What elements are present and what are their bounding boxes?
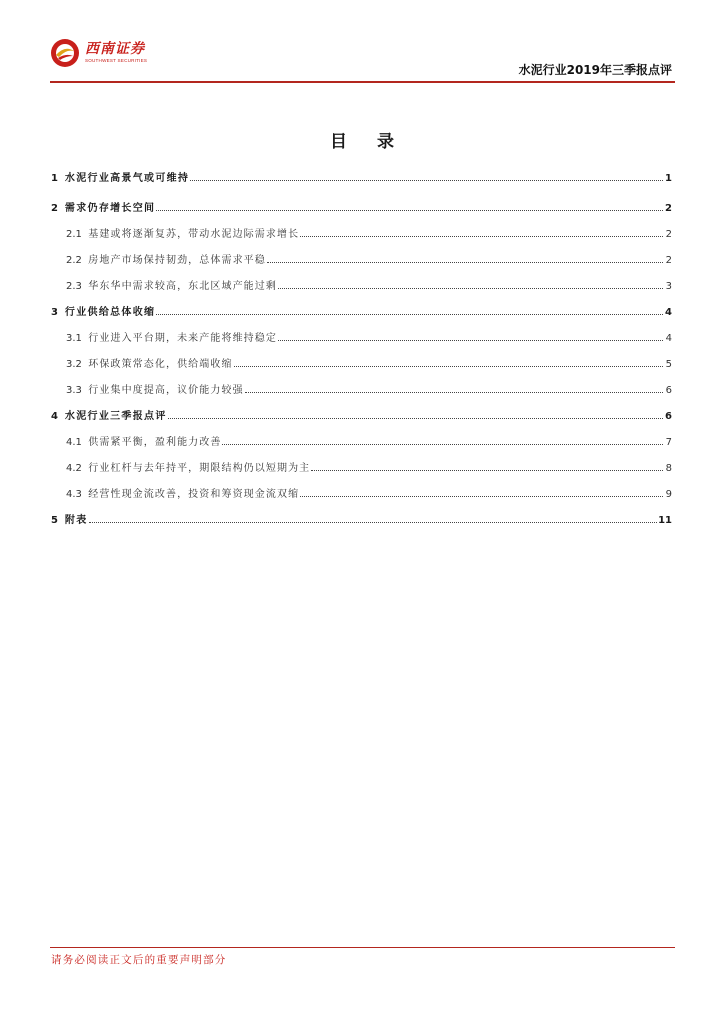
logo-chinese-name: 西南证券 [85, 41, 145, 58]
toc-dot-leader [168, 417, 663, 419]
toc-entry-label: 房地产市场保持韧劲，总体需求平稳 [88, 255, 266, 266]
toc-entry[interactable] [51, 484, 672, 500]
footer-disclaimer: 请务必阅读正文后的重要声明部分 [51, 954, 227, 966]
toc-entry-label: 附表 [64, 515, 88, 526]
toc-entry-page: 4 [665, 333, 672, 344]
toc-entry[interactable] [51, 168, 672, 184]
toc-entry-label: 行业进入平台期，未来产能将维持稳定 [88, 333, 277, 344]
toc-dot-leader [245, 391, 663, 393]
logo-english-name: SOUTHWEST SECURITIES [85, 58, 148, 64]
toc-entry-page: 9 [665, 489, 672, 500]
toc-dot-leader [89, 521, 658, 523]
toc-dot-leader [190, 179, 663, 181]
toc-entry[interactable] [51, 198, 672, 214]
toc-entry-page: 2 [665, 255, 672, 266]
toc-entry[interactable] [51, 354, 672, 370]
toc-entry-label: 行业供给总体收缩 [64, 307, 156, 318]
header-divider [50, 81, 675, 83]
toc-dot-leader [311, 469, 663, 471]
toc-entry-page: 6 [665, 411, 672, 422]
toc-heading: 目 录 [330, 132, 406, 152]
toc-entry-label: 供需紧平衡，盈利能力改善 [88, 437, 222, 448]
toc-entry[interactable] [51, 328, 672, 344]
toc-entry-number: 2.2 [66, 255, 89, 266]
toc-entry-label: 经营性现金流改善，投资和筹资现金流双缩 [88, 489, 300, 500]
toc-dot-leader [222, 443, 663, 445]
toc-entry-number: 2 [51, 203, 65, 214]
toc-entry-number: 2.3 [66, 281, 89, 292]
toc-entry[interactable] [51, 224, 672, 240]
toc-dot-leader [156, 313, 663, 315]
toc-dot-leader [300, 235, 663, 237]
toc-entry-number: 3 [51, 307, 65, 318]
toc-dot-leader [278, 287, 663, 289]
toc-entry[interactable] [51, 250, 672, 266]
toc-entry[interactable] [51, 406, 672, 422]
toc-entry-number: 4.1 [66, 437, 89, 448]
page-header [50, 38, 675, 80]
toc-entry-number: 5 [51, 515, 65, 526]
toc-entry-page: 8 [665, 463, 672, 474]
toc-entry[interactable] [51, 302, 672, 318]
toc-entry[interactable] [51, 510, 672, 526]
toc-dot-leader [267, 261, 663, 263]
toc-entry-label: 水泥行业高景气或可维持 [64, 173, 190, 184]
toc-entry-page: 11 [658, 515, 672, 526]
toc-entry-label: 华东华中需求较高，东北区域产能过剩 [88, 281, 277, 292]
toc-entry-number: 4.2 [66, 463, 89, 474]
toc-entry-page: 5 [665, 359, 672, 370]
toc-entry-label: 环保政策常态化，供给端收缩 [88, 359, 233, 370]
toc-dot-leader [234, 365, 663, 367]
toc-entry-page: 4 [665, 307, 672, 318]
toc-entry-page: 1 [665, 173, 672, 184]
toc-entry-number: 1 [51, 173, 65, 184]
toc-entry-page: 7 [665, 437, 672, 448]
toc-dot-leader [278, 339, 663, 341]
toc-entry[interactable] [51, 380, 672, 396]
toc-entry[interactable] [51, 276, 672, 292]
report-title: 水泥行业2019年三季报点评 [518, 63, 672, 77]
company-logo [50, 38, 147, 68]
toc-entry-label: 行业杠杆与去年持平，期限结构仍以短期为主 [88, 463, 311, 474]
toc-entry-page: 2 [665, 203, 672, 214]
toc-entry-page: 2 [665, 229, 672, 240]
toc-entry-label: 需求仍存增长空间 [64, 203, 156, 214]
toc-entry-number: 4.3 [66, 489, 89, 500]
toc-entry[interactable] [51, 458, 672, 474]
toc-entry-label: 基建或将逐渐复苏，带动水泥边际需求增长 [88, 229, 300, 240]
toc-entry-number: 3.3 [66, 385, 89, 396]
toc-entry-page: 6 [665, 385, 672, 396]
logo-mark-icon [50, 38, 80, 68]
toc-dot-leader [300, 495, 663, 497]
toc-entry-page: 3 [665, 281, 672, 292]
toc-entry-label: 行业集中度提高，议价能力较强 [88, 385, 244, 396]
toc-dot-leader [156, 209, 663, 211]
toc-entry[interactable] [51, 432, 672, 448]
footer-divider [50, 947, 675, 948]
toc-entry-label: 水泥行业三季报点评 [64, 411, 167, 422]
toc-entry-number: 3.1 [66, 333, 89, 344]
toc-entry-number: 4 [51, 411, 65, 422]
toc-entry-number: 2.1 [66, 229, 89, 240]
toc-entry-number: 3.2 [66, 359, 89, 370]
